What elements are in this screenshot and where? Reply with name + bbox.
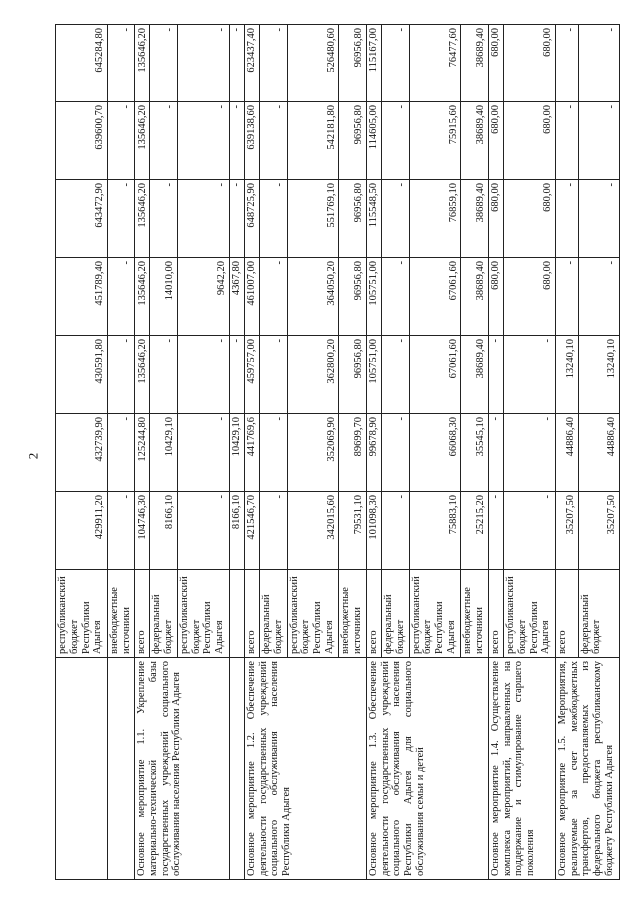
amount-cell: 96956,80 [339,258,366,336]
amount-cell: 13240,10 [555,336,578,414]
amount-cell: - [177,102,229,180]
amount-cell: - [504,414,556,492]
amount-cell: - [555,258,578,336]
amount-cell: - [260,180,287,258]
amount-cell: 105751,00 [366,336,381,414]
amount-cell: 76477,60 [409,25,461,102]
amount-cell: 99678,90 [366,414,381,492]
amount-cell: 680,00 [504,180,556,258]
funding-source-cell: федеральный бюджет [578,570,619,658]
funding-source-cell: республиканский бюджет Республики Адыгея [177,570,229,658]
amount-cell: 680,00 [488,25,503,102]
funding-source-cell: всего [244,570,259,658]
funding-source-cell: республиканский бюджет Республики Адыгея [287,570,339,658]
amount-cell: 115167,00 [366,25,381,102]
amount-cell: - [260,492,287,570]
amount-cell: - [229,336,244,414]
funding-source-cell: внебюджетные источники [339,570,366,658]
measure-name-cell: Основное мероприятие 1.2. Обеспечение деятельности государственных учреждений социального обслуживания населения Республики Адыгея [244,658,366,880]
funding-source-cell: республиканский бюджет Республики Адыгея [409,570,461,658]
amount-cell: 105751,00 [366,258,381,336]
amount-cell: 79531,10 [339,492,366,570]
amount-cell: 430591,80 [56,336,108,414]
table-row [366,25,381,880]
measure-name-cell [229,658,244,880]
amount-cell: 459757,00 [244,336,259,414]
amount-cell: 441769,6 [244,414,259,492]
amount-cell: 13240,10 [578,336,619,414]
table-row [135,25,150,880]
amount-cell: 451789,40 [56,258,108,336]
amount-cell: 114605,00 [366,102,381,180]
amount-cell: 680,00 [488,180,503,258]
amount-cell: 75915,60 [409,102,461,180]
funding-source-cell: всего [488,570,503,658]
amount-cell: - [177,180,229,258]
amount-cell: 643472,90 [56,180,108,258]
amount-cell: - [578,258,619,336]
amount-cell: 125244,80 [135,414,150,492]
measure-name-cell: Основное мероприятие 1.4. Осуществление комплекса мероприятий, направленных на поддержание и стимулирование старшего поколения [488,658,555,880]
amount-cell: 67061,60 [409,258,461,336]
amount-cell: 96956,80 [339,180,366,258]
amount-cell: 44886,40 [578,414,619,492]
amount-cell: 96956,80 [339,102,366,180]
amount-cell: - [555,102,578,180]
amount-cell: 35207,50 [578,492,619,570]
amount-cell: - [107,414,134,492]
amount-cell: 101098,30 [366,492,381,570]
amount-cell: - [229,25,244,102]
amount-cell: - [382,102,409,180]
amount-cell: 135646,20 [135,25,150,102]
amount-cell: 542181,80 [287,102,339,180]
amount-cell: - [260,414,287,492]
amount-cell: 38689,40 [461,258,488,336]
amount-cell: 680,00 [504,258,556,336]
amount-cell: - [382,180,409,258]
funding-source-cell: всего [366,570,381,658]
amount-cell: 38689,40 [461,336,488,414]
rotated-table-wrapper [55,25,620,880]
amount-cell: 623437,40 [244,25,259,102]
funding-source-cell: внебюджетные источники [461,570,488,658]
measure-name-cell: Основное мероприятие 1.3. Обеспечение деятельности государственных учреждений социального обслуживания населения Республики Адыгея для социального обслуживания семьи и детей [366,658,488,880]
amount-cell: - [555,180,578,258]
table-row [244,25,259,880]
amount-cell: 75883,10 [409,492,461,570]
amount-cell: - [107,180,134,258]
amount-cell: 461007,00 [244,258,259,336]
amount-cell: 364050,20 [287,258,339,336]
amount-cell: - [504,492,556,570]
funding-source-cell: всего [555,570,578,658]
amount-cell: 14010,00 [150,258,177,336]
amount-cell: - [260,102,287,180]
table-row [107,25,134,880]
amount-cell: - [107,258,134,336]
amount-cell: 44886,40 [555,414,578,492]
table-row [229,25,244,880]
amount-cell: 421546,70 [244,492,259,570]
amount-cell: 89699,70 [339,414,366,492]
amount-cell: - [107,336,134,414]
amount-cell: 135646,20 [135,102,150,180]
amount-cell: - [177,25,229,102]
amount-cell: 25215,20 [461,492,488,570]
amount-cell: - [382,414,409,492]
amount-cell: 8166,10 [150,492,177,570]
amount-cell: 9642,20 [177,258,229,336]
amount-cell: 526480,60 [287,25,339,102]
amount-cell: - [555,25,578,102]
amount-cell: 38689,40 [461,25,488,102]
amount-cell: - [382,492,409,570]
amount-cell: 35545,10 [461,414,488,492]
amount-cell: 551769,10 [287,180,339,258]
amount-cell: 115548,50 [366,180,381,258]
amount-cell: - [150,336,177,414]
amount-cell: - [260,258,287,336]
amount-cell: - [488,336,503,414]
amount-cell: 104746,30 [135,492,150,570]
amount-cell: - [177,414,229,492]
amount-cell: - [229,102,244,180]
funding-source-cell: федеральный бюджет [260,570,287,658]
amount-cell: - [177,336,229,414]
page-number: 2 [25,452,41,460]
amount-cell: - [260,25,287,102]
funding-source-cell: внебюджетные источники [107,570,134,658]
amount-cell: - [578,25,619,102]
amount-cell: 135646,20 [135,180,150,258]
amount-cell: 352069,90 [287,414,339,492]
amount-cell: 76859,10 [409,180,461,258]
funding-source-cell [229,570,244,658]
measure-name-cell [107,658,134,880]
amount-cell: 639600,70 [56,102,108,180]
measure-name-cell [56,658,108,880]
table-row [488,25,503,880]
amount-cell: 429911,20 [56,492,108,570]
measure-name-cell: Основное мероприятие 1.1. Укрепление материально-технической базы государственных учреждений социального обслуживания населения Республики Адыгея [135,658,229,880]
amount-cell: 96956,80 [339,336,366,414]
measure-name-cell: Основное мероприятие 1.5. Мероприятия, реализуемые за счет межбюджетных трансфертов, предоставляемых из федерального бюджета республиканскому бюджету Республики Адыгея [555,658,619,880]
amount-cell: - [578,102,619,180]
amount-cell: 135646,20 [135,258,150,336]
amount-cell: - [504,336,556,414]
amount-cell: 645284,80 [56,25,108,102]
amount-cell: 8166,10 [229,492,244,570]
amount-cell: 648725,90 [244,180,259,258]
amount-cell: - [150,102,177,180]
funding-source-cell: федеральный бюджет [150,570,177,658]
amount-cell: - [488,492,503,570]
amount-cell: 10429,10 [150,414,177,492]
amount-cell: 4367,80 [229,258,244,336]
amount-cell: 680,00 [488,258,503,336]
amount-cell: 135646,20 [135,336,150,414]
table-row [56,25,108,880]
amount-cell: 38689,40 [461,102,488,180]
amount-cell: 680,00 [488,102,503,180]
amount-cell: - [150,25,177,102]
amount-cell: - [150,180,177,258]
amount-cell: - [382,336,409,414]
amount-cell: 38689,40 [461,180,488,258]
budget-table [55,24,620,880]
amount-cell: - [229,180,244,258]
amount-cell: 639138,60 [244,102,259,180]
amount-cell: 10429,10 [229,414,244,492]
funding-source-cell: всего [135,570,150,658]
amount-cell: 432739,90 [56,414,108,492]
funding-source-cell: республиканский бюджет Республики Адыгея [504,570,556,658]
amount-cell: 680,00 [504,102,556,180]
amount-cell: - [177,492,229,570]
amount-cell: 66068,30 [409,414,461,492]
amount-cell: - [107,102,134,180]
amount-cell: - [260,336,287,414]
table-row [555,25,578,880]
amount-cell: - [107,25,134,102]
amount-cell: - [107,492,134,570]
amount-cell: - [382,258,409,336]
amount-cell: 96956,80 [339,25,366,102]
amount-cell: - [382,25,409,102]
amount-cell: 362800,20 [287,336,339,414]
funding-source-cell: республиканский бюджет Республики Адыгея [56,570,108,658]
amount-cell: 35207,50 [555,492,578,570]
amount-cell: 680,00 [504,25,556,102]
amount-cell: 342015,60 [287,492,339,570]
amount-cell: - [578,180,619,258]
funding-source-cell: федеральный бюджет [382,570,409,658]
amount-cell: 67061,60 [409,336,461,414]
amount-cell: - [488,414,503,492]
